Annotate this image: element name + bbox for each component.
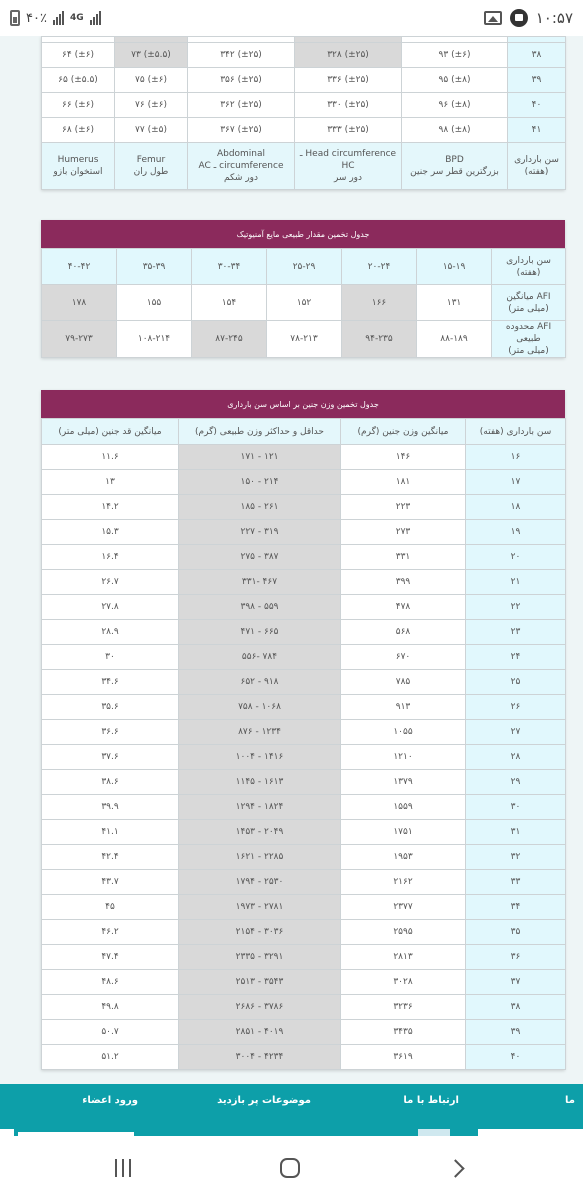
table-cell: ۳۷ <box>466 970 566 995</box>
table-cell: ۴۳.۷ <box>42 870 179 895</box>
table-cell: ۱۴.۲ <box>42 495 179 520</box>
status-bar <box>0 0 583 36</box>
table-row <box>42 595 566 620</box>
table-cell: ۳۴ <box>466 895 566 920</box>
table-cell: (±۵.۵) ۷۳ <box>115 43 188 68</box>
table-cell: ۱۴۶ <box>341 445 466 470</box>
table-cell: (±۶) ۶۴ <box>42 43 115 68</box>
table-cell: ۱۹ <box>466 520 566 545</box>
signal-bars-icon <box>53 11 64 25</box>
table-cell: ۱۴۱۶ - ۱۰۰۴ <box>179 745 341 770</box>
table-row <box>42 820 566 845</box>
table-cell: ۳۰-۳۴ <box>192 249 267 285</box>
table-cell: ۱۶ <box>466 445 566 470</box>
table-row <box>42 249 566 285</box>
table-cell: ۱۵.۳ <box>42 520 179 545</box>
measurements-table-card <box>41 36 565 190</box>
table-row <box>42 118 566 143</box>
table-cell: ۴۰۱۹ - ۲۸۵۱ <box>179 1020 341 1045</box>
table-cell: (±۸) ۹۵ <box>402 68 508 93</box>
table-cell: ۳۶.۶ <box>42 720 179 745</box>
table-cell: ۳۹ <box>508 68 566 93</box>
table-row <box>42 1020 566 1045</box>
table-cell: ۹۱۸ - ۶۵۲ <box>179 670 341 695</box>
table-row <box>42 645 566 670</box>
table-cell: ۲۹ <box>466 770 566 795</box>
table-cell: ۱۰۸-۲۱۴ <box>117 321 192 358</box>
table-cell: ۲۲ <box>466 595 566 620</box>
table-cell: ۹۴-۲۳۵ <box>342 321 417 358</box>
clock: ۱۰:۵۷ <box>535 9 573 27</box>
header-cell: Abdominal circumference ـ AC دور شکم <box>188 143 295 190</box>
table-cell: ۱۸۱ <box>341 470 466 495</box>
table-cell: ۲۶.۷ <box>42 570 179 595</box>
table-cell: (±۲۵) ۳۶۷ <box>188 118 295 143</box>
table-cell: (±۵) ۷۷ <box>115 118 188 143</box>
signal-bars-2-icon <box>90 11 101 25</box>
table-cell: ۳۴.۶ <box>42 670 179 695</box>
table-cell: ۱۵-۱۹ <box>417 249 492 285</box>
amniotic-table <box>41 248 566 358</box>
footer-heading-popular[interactable]: موضوعات پر بازدید <box>217 1095 311 1106</box>
table-cell: (±۲۵) ۳۶۲ <box>188 93 295 118</box>
table-cell: ۳۵-۳۹ <box>117 249 192 285</box>
table-cell: ۲۶۱ - ۱۸۵ <box>179 495 341 520</box>
table-cell: ۲۵ <box>466 670 566 695</box>
table-row <box>42 93 566 118</box>
table-row <box>42 970 566 995</box>
table-cell: ۱۲۱ - ۱۷۱ <box>179 445 341 470</box>
table-cell: ۲۰ <box>466 545 566 570</box>
table-cell: ۱۳۱ <box>417 285 492 321</box>
table-row <box>42 545 566 570</box>
table-cell: ۱۷ <box>466 470 566 495</box>
table-cell: ۱۲۱۰ <box>341 745 466 770</box>
table-cell: ۴۸.۶ <box>42 970 179 995</box>
table-row <box>42 920 566 945</box>
table-cell: ۲۱ <box>466 570 566 595</box>
header-cell: میانگین قد جنین (میلی متر) <box>42 419 179 445</box>
table-cell: ۲۸.۹ <box>42 620 179 645</box>
table-cell: ۳۲ <box>466 845 566 870</box>
table-cell: (±۶) ۷۵ <box>115 68 188 93</box>
table-cell: ۴۲.۴ <box>42 845 179 870</box>
table-header-row <box>42 419 566 445</box>
table-cell: (±۶) ۶۶ <box>42 93 115 118</box>
table-row <box>42 670 566 695</box>
table-cell: ۶۷۰ <box>341 645 466 670</box>
table-cell: ۱۸۲۴ - ۱۲۹۴ <box>179 795 341 820</box>
table-cell: ۲۵-۲۹ <box>267 249 342 285</box>
table-row <box>42 695 566 720</box>
table-cell: ۳۷۸۶ - ۲۶۸۶ <box>179 995 341 1020</box>
table-row <box>42 995 566 1020</box>
table-row <box>42 68 566 93</box>
vpn-lock-icon <box>510 9 528 27</box>
table-cell: ۴۶.۲ <box>42 920 179 945</box>
gallery-icon <box>484 11 502 25</box>
table-row <box>42 620 566 645</box>
table-cell: ۴۱.۱ <box>42 820 179 845</box>
table-cell: (±۶) ۷۶ <box>115 93 188 118</box>
table-cell: ۳۵.۶ <box>42 695 179 720</box>
table-cell: ۲۷۸۱ - ۱۹۷۳ <box>179 895 341 920</box>
table-row <box>42 470 566 495</box>
recent-apps-icon[interactable] <box>115 1159 131 1177</box>
table-cell: ۲۲۳ <box>341 495 466 520</box>
table-cell: ۶۶۵ - ۴۷۱ <box>179 620 341 645</box>
battery-icon <box>10 10 20 26</box>
table-cell: ۵۵۹ - ۳۹۸ <box>179 595 341 620</box>
weight-table <box>41 418 566 1070</box>
table-cell: ۲۷ <box>466 720 566 745</box>
table-cell: ۳۳ <box>466 870 566 895</box>
table-row <box>42 770 566 795</box>
footer-field[interactable] <box>0 1129 14 1136</box>
table-cell: ۱۵۵ <box>117 285 192 321</box>
table-cell: ۳۰ <box>466 795 566 820</box>
header-cell: Head circumference ـ HC دور سر <box>295 143 402 190</box>
table-cell: ۴۰ <box>508 93 566 118</box>
table-cell: ۱۹۵۳ <box>341 845 466 870</box>
table-cell: ۴۲۳۴ - ۳۰۰۴ <box>179 1045 341 1070</box>
table-cell: ۳۵۴۳ - ۲۵۱۳ <box>179 970 341 995</box>
table-row <box>42 285 566 321</box>
table-cell: ۳۰ <box>42 645 179 670</box>
table-row <box>42 720 566 745</box>
table-row <box>42 445 566 470</box>
page-content[interactable] <box>0 36 583 1080</box>
home-icon[interactable] <box>280 1158 300 1178</box>
header-cell: حداقل و حداکثر وزن طبیعی (گرم) <box>179 419 341 445</box>
footer-image <box>418 1129 450 1136</box>
table-cell: ۳۸۷ - ۲۷۵ <box>179 545 341 570</box>
table-cell: ۱۱.۶ <box>42 445 179 470</box>
table-cell: ۱۲۳۴ - ۸۷۶ <box>179 720 341 745</box>
table-cell: ۳۳۱ <box>341 545 466 570</box>
table-row <box>42 43 566 68</box>
status-right <box>484 9 573 27</box>
table-cell: ۳۹.۹ <box>42 795 179 820</box>
table-row <box>42 570 566 595</box>
table-cell: (±۲۵) ۳۳۳ <box>295 118 402 143</box>
table-cell: ۱۸ <box>466 495 566 520</box>
table-cell: ۱۳۷۹ <box>341 770 466 795</box>
status-indicators <box>10 10 101 26</box>
table-cell: (±۶) ۶۸ <box>42 118 115 143</box>
table-row <box>42 745 566 770</box>
table-cell: ۲۸۱۳ <box>341 945 466 970</box>
table-cell: ۱۶۶ <box>342 285 417 321</box>
table-cell: ۲۷.۸ <box>42 595 179 620</box>
table-row <box>42 895 566 920</box>
back-icon[interactable] <box>447 1159 465 1177</box>
table-cell: (±۸) ۹۶ <box>402 93 508 118</box>
table-cell: ۱۷۸ <box>42 285 117 321</box>
table-cell: ۲۳ <box>466 620 566 645</box>
weight-table-card <box>41 390 565 1070</box>
android-nav-bar <box>0 1136 583 1200</box>
footer-heading-login[interactable]: ورود اعضاء <box>82 1095 138 1106</box>
table-cell: (±۶) ۹۳ <box>402 43 508 68</box>
header-cell: Humerus استخوان بازو <box>42 143 115 190</box>
table-cell: ۳۴۳۵ <box>341 1020 466 1045</box>
table-cell: ۱۵۴ <box>192 285 267 321</box>
table-cell: ۲۸ <box>466 745 566 770</box>
table-cell: ۱۶.۴ <box>42 545 179 570</box>
table-cell: ۴۶۷ -۳۳۱ <box>179 570 341 595</box>
header-cell: AFI محدوده طبیعی (میلی متر) <box>492 321 566 358</box>
battery-level: ۴۰٪ <box>26 10 47 26</box>
table-cell: ۳۰۲۸ <box>341 970 466 995</box>
table-cell: ۳۲۳۶ <box>341 995 466 1020</box>
table-cell: ۴۰-۴۲ <box>42 249 117 285</box>
table-cell: ۷۸-۲۱۳ <box>267 321 342 358</box>
footer-heading-us[interactable]: ما <box>565 1095 575 1106</box>
table-cell: ۳۸.۶ <box>42 770 179 795</box>
table-cell: (±۲۵) ۳۳۶ <box>295 68 402 93</box>
amniotic-table-card <box>41 220 565 358</box>
table-cell: ۴۵ <box>42 895 179 920</box>
table-cell: ۳۶ <box>466 945 566 970</box>
table-cell: ۲۰-۲۴ <box>342 249 417 285</box>
measurements-table <box>41 36 566 190</box>
table-cell: ۲۵۳۰ - ۱۷۹۴ <box>179 870 341 895</box>
table-cell: ۵۱.۲ <box>42 1045 179 1070</box>
table-cell: ۲۳۷۷ <box>341 895 466 920</box>
table-cell: ۴۷.۴ <box>42 945 179 970</box>
table-cell: (±۲۵) ۳۴۲ <box>188 43 295 68</box>
table-cell: ۷۸۵ <box>341 670 466 695</box>
table-cell: ۴۱ <box>508 118 566 143</box>
table-cell: (±۲۵) ۳۳۰ <box>295 93 402 118</box>
table-cell: ۲۶ <box>466 695 566 720</box>
table-row <box>42 870 566 895</box>
table-row <box>42 845 566 870</box>
table-row <box>42 945 566 970</box>
table-cell: ۷۸۴ -۵۵۶ <box>179 645 341 670</box>
table-cell: ۴۹.۸ <box>42 995 179 1020</box>
table-cell: ۳۲۹۱ - ۲۳۳۵ <box>179 945 341 970</box>
table-cell: ۹۱۳ <box>341 695 466 720</box>
table-row <box>42 495 566 520</box>
table-cell: ۳۱ <box>466 820 566 845</box>
table-cell: ۴۷۸ <box>341 595 466 620</box>
table-row <box>42 795 566 820</box>
amniotic-table-title: جدول تخمین مقدار طبیعی مایع آمنیوتیک <box>41 220 565 248</box>
table-cell: ۲۲۸۵ - ۱۶۲۱ <box>179 845 341 870</box>
table-cell: ۷۹-۲۷۳ <box>42 321 117 358</box>
header-cell: سن بارداری (هفته) <box>508 143 566 190</box>
table-cell: ۳۸ <box>466 995 566 1020</box>
table-cell: ۱۶۱۳ - ۱۱۴۵ <box>179 770 341 795</box>
table-cell: ۱۳ <box>42 470 179 495</box>
table-cell: ۳۱۹ - ۲۲۷ <box>179 520 341 545</box>
table-cell: ۲۵۹۵ <box>341 920 466 945</box>
table-cell: ۲۷۳ <box>341 520 466 545</box>
header-cell: سن بارداری (هفته) <box>466 419 566 445</box>
table-cell: ۴۰ <box>466 1045 566 1070</box>
table-cell: ۳۰۳۶ - ۲۱۵۴ <box>179 920 341 945</box>
table-cell: ۱۵۵۹ <box>341 795 466 820</box>
header-cell: سن بارداری (هفته) <box>492 249 566 285</box>
header-cell: Femur طول ران <box>115 143 188 190</box>
table-cell: ۲۱۶۲ <box>341 870 466 895</box>
table-cell: (±۲۵) ۳۲۸ <box>295 43 402 68</box>
table-cell: ۱۰۵۵ <box>341 720 466 745</box>
table-cell: ۳۸ <box>508 43 566 68</box>
table-cell: (±۲۵) ۳۵۶ <box>188 68 295 93</box>
table-row <box>42 520 566 545</box>
header-cell: BPD بزرگترین قطر سر جنین <box>402 143 508 190</box>
table-cell: ۳۶۱۹ <box>341 1045 466 1070</box>
weight-table-body <box>42 445 566 1070</box>
table-cell: ۸۷-۲۴۵ <box>192 321 267 358</box>
table-cell: ۵۰.۷ <box>42 1020 179 1045</box>
table-cell: ۲۱۴ - ۱۵۰ <box>179 470 341 495</box>
header-cell: AFI میانگین (میلی متر) <box>492 285 566 321</box>
table-cell: ۱۵۲ <box>267 285 342 321</box>
table-row <box>42 321 566 358</box>
header-cell: میانگین وزن جنین (گرم) <box>341 419 466 445</box>
table-header-row <box>42 143 566 190</box>
weight-table-title: جدول تخمین وزن جنین بر اساس سن بارداری <box>41 390 565 418</box>
table-cell: ۲۰۴۹ - ۱۴۵۳ <box>179 820 341 845</box>
footer-heading-contact[interactable]: ارتباط با ما <box>403 1095 459 1106</box>
table-cell: ۳۹ <box>466 1020 566 1045</box>
table-cell: ۳۵ <box>466 920 566 945</box>
table-cell: ۲۴ <box>466 645 566 670</box>
table-cell: ۳۷.۶ <box>42 745 179 770</box>
table-cell: (±۸) ۹۸ <box>402 118 508 143</box>
table-cell: (±۵.۵) ۶۵ <box>42 68 115 93</box>
table-row <box>42 1045 566 1070</box>
site-footer <box>0 1084 583 1136</box>
network-type: 4G <box>69 13 84 23</box>
table-cell: ۳۹۹ <box>341 570 466 595</box>
table-cell: ۸۸-۱۸۹ <box>417 321 492 358</box>
table-cell: ۱۷۵۱ <box>341 820 466 845</box>
table-cell: ۵۶۸ <box>341 620 466 645</box>
table-cell: ۱۰۶۸ - ۷۵۸ <box>179 695 341 720</box>
footer-field[interactable] <box>478 1129 583 1136</box>
